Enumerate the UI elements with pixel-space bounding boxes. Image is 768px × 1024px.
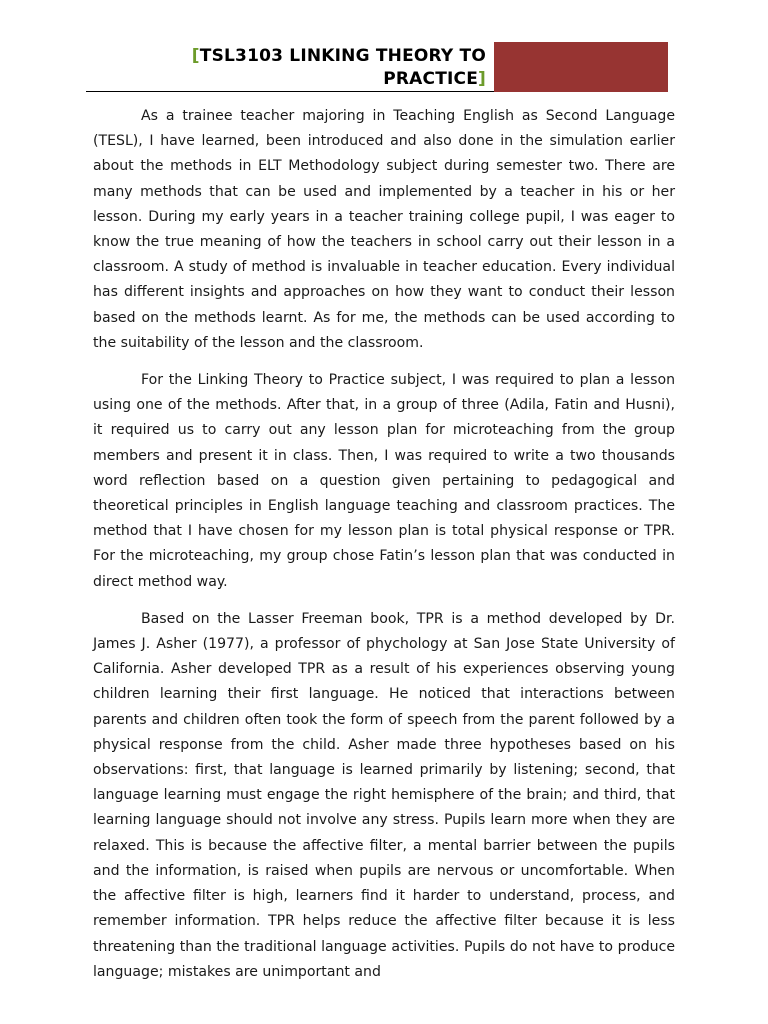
title-bracket-close: ] — [478, 69, 486, 89]
paragraph-1: As a trainee teacher majoring in Teaching English as Second Language (TESL), I have learned, been introduced and also done in the simulation earlier about the methods in ELT Methodology subject during semester two. There are many methods that can be used and implemented by a teacher in his or her lesson. During my early years in a teacher training college pupil, I was eager to know the true meaning of how the teachers in school carry out their lesson in a classroom. A study of method is invaluable in teacher education. Every individual has different insights and approaches on how they want to conduct their lesson based on the methods learnt. As for me, the methods can be used according to the suitability of the lesson and the classroom. — [93, 108, 675, 351]
document-body — [93, 104, 675, 997]
title-text: TSL3103 LINKING THEORY TO PRACTICE — [199, 46, 486, 89]
paragraph-3: Based on the Lasser Freeman book, TPR is a method developed by Dr. James J. Asher (1977), a professor of phychology at San Jose State University of California. Asher developed TPR as a result of his experiences observing young children learning their first language. He noticed that interactions between parents and children often took the form of speech from the parent followed by a physical response from the child. Asher made three hypotheses based on his observations: first, that language is learned primarily by listening; second, that language learning must engage the right hemisphere of the brain; and third, that learning language should not involve any stress. Pupils learn more when they are relaxed. This is because the affective filter, a mental barrier between the pupils and the information, is raised when pupils are nervous or uncomfortable. When the affective filter is high, learners find it harder to understand, process, and remember information. TPR helps reduce the affective filter because it is less threatening than the traditional language activities. Pupils do not have to produce language; mistakes are unimportant and — [93, 610, 675, 980]
header-color-block — [494, 42, 668, 92]
paragraph-2: For the Linking Theory to Practice subject, I was required to plan a lesson using one of the methods. After that, in a group of three (Adila, Fatin and Husni), it required us to carry out any lesson plan for microteaching from the group members and present it in class. Then, I was required to write a two thousands word reflection based on a question given pertaining to pedagogical and theoretical principles in English language teaching and classroom practices. The method that I have chosen for my lesson plan is total physical response or TPR. For the microteaching, my group chose Fatin’s lesson plan that was conducted in direct method way. — [93, 372, 675, 590]
title-bracket-open: [ — [191, 46, 200, 66]
document-title — [126, 45, 486, 91]
page-header — [86, 42, 668, 92]
header-divider — [86, 91, 494, 92]
